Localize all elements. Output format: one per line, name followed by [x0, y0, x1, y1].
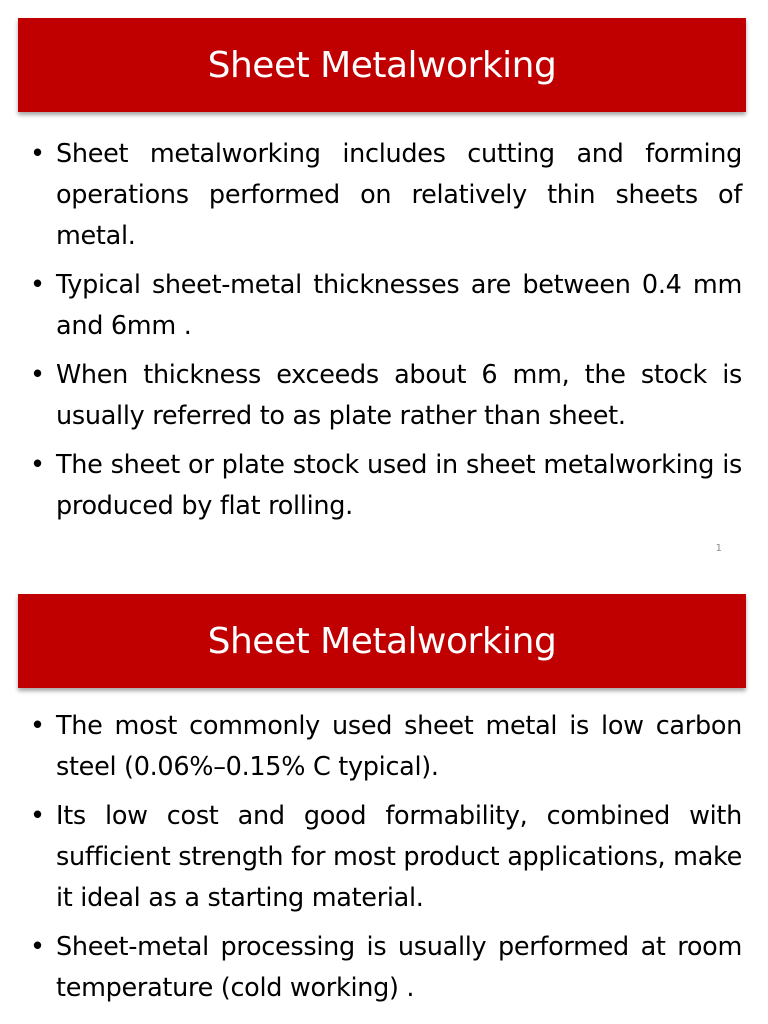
bullet-list	[26, 134, 742, 535]
slide-title-bar	[18, 18, 746, 112]
bullet-dot: •	[30, 711, 45, 741]
slide-title: Sheet Metalworking	[207, 44, 557, 86]
bullet-dot: •	[30, 932, 45, 962]
bullet-text: The sheet or plate stock used in sheet metalworking is produced by flat rolling.	[56, 450, 742, 521]
bullet-item	[26, 927, 742, 1009]
bullet-text: The most commonly used sheet metal is low carbon steel (0.06%–0.15% C typical).	[56, 711, 742, 782]
bullet-dot: •	[30, 360, 45, 390]
bullet-item	[26, 445, 742, 527]
bullet-item	[26, 134, 742, 257]
bullet-item	[26, 265, 742, 347]
bullet-dot: •	[30, 801, 45, 831]
bullet-text: Sheet metalworking includes cutting and forming operations performed on relatively thin sheets of metal.	[56, 139, 742, 251]
bullet-text: Typical sheet-metal thicknesses are between 0.4 mm and 6mm .	[56, 270, 742, 341]
slide-title-bar	[18, 594, 746, 688]
slide-2	[0, 576, 768, 1024]
bullet-text: When thickness exceeds about 6 mm, the stock is usually referred to as plate rather than sheet.	[56, 360, 742, 431]
bullet-item	[26, 706, 742, 788]
bullet-dot: •	[30, 270, 45, 300]
slide-title: Sheet Metalworking	[207, 620, 557, 662]
bullet-text: Its low cost and good formability, combined with sufficient strength for most product applications, make it ideal as a starting material.	[56, 801, 742, 913]
bullet-list	[26, 706, 742, 1017]
bullet-text: Sheet-metal processing is usually performed at room temperature (cold working) .	[56, 932, 742, 1003]
page-number: 1	[715, 543, 722, 554]
bullet-dot: •	[30, 450, 45, 480]
bullet-dot: •	[30, 139, 45, 169]
bullet-item	[26, 796, 742, 919]
bullet-item	[26, 355, 742, 437]
